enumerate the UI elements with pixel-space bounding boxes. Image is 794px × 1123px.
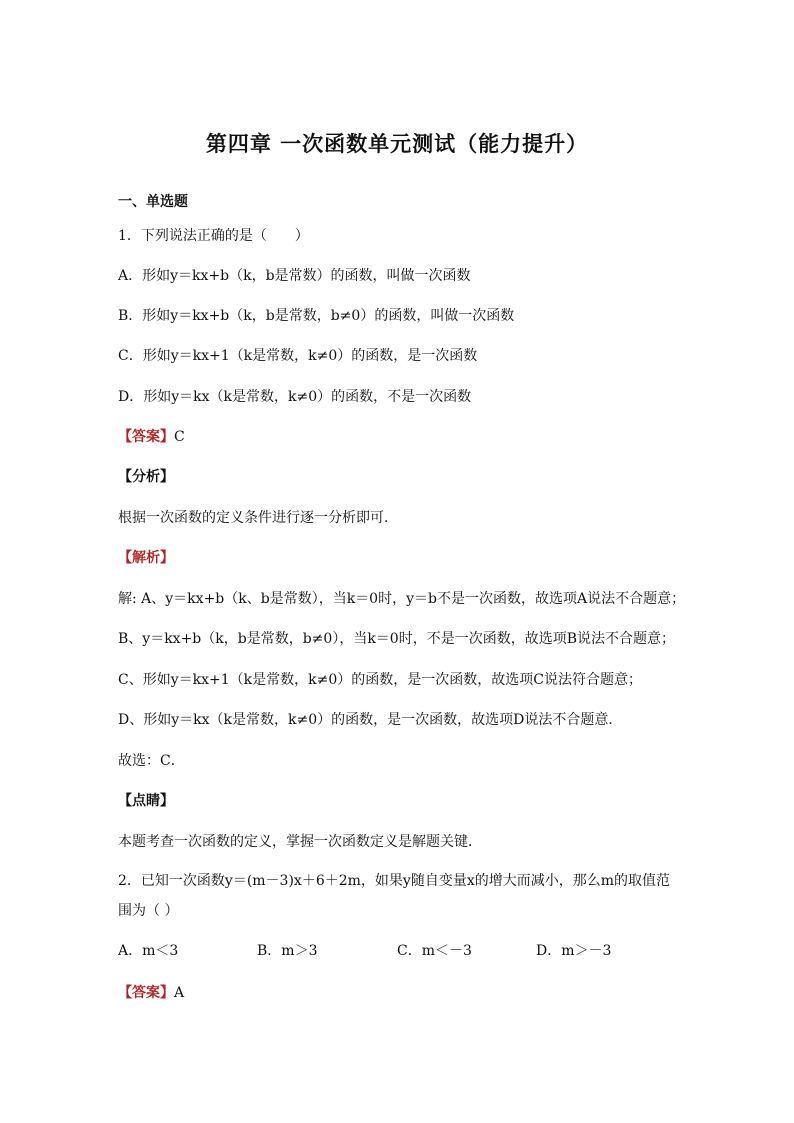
q1-answer <box>118 427 185 447</box>
q1-comment-tag: 【点睛】 <box>118 793 174 809</box>
q1-solution-line-3: C、形如y＝kx+1（k是常数，k≠0）的函数，是一次函数，故选项C说法符合题意； <box>118 672 642 688</box>
q2-option-c: C．m＜－3 <box>397 943 472 959</box>
q1-option-c: C．形如y＝kx+1（k是常数，k≠0）的函数，是一次函数 <box>118 348 478 364</box>
q1-solution-line-2: B、y＝kx+b（k，b是常数，b≠0），当k＝0时，不是一次函数，故选项B说法不合题意； <box>118 631 675 647</box>
q1-comment: 本题考查一次函数的定义，掌握一次函数定义是解题关键． <box>118 834 482 850</box>
q1-option-d: D．形如y＝kx（k是常数，k≠0）的函数，不是一次函数 <box>118 389 472 405</box>
answer-value: C <box>174 429 185 445</box>
q1-stem: 1．下列说法正确的是（ ） <box>118 228 309 244</box>
answer-value: A <box>174 985 185 1001</box>
answer-tag: 【答案】 <box>118 985 174 1001</box>
q2-option-b: B．m＞3 <box>257 943 318 959</box>
q2-answer <box>118 983 184 1003</box>
q2-option-d: D．m＞－3 <box>536 943 612 959</box>
q2-stem-line-1: 2．已知一次函数y＝(m－3)x＋6＋2m，如果y随自变量x的增大而减小，那么m的取值范 <box>118 873 670 889</box>
q1-choice: 故选：C． <box>118 753 185 769</box>
page-title: 第四章 一次函数单元测试（能力提升） <box>205 131 589 156</box>
section-heading: 一、单选题 <box>118 194 188 210</box>
q2-stem-line-2: 围为（ ） <box>118 903 179 919</box>
q1-option-a: A．形如y＝kx+b（k，b是常数）的函数，叫做一次函数 <box>118 268 471 284</box>
q1-analysis: 根据一次函数的定义条件进行逐一分析即可． <box>118 510 398 526</box>
q1-solution-line-4: D、形如y＝kx（k是常数，k≠0）的函数，是一次函数，故选项D说法不合题意． <box>118 712 623 728</box>
answer-tag: 【答案】 <box>118 429 174 445</box>
q1-option-b: B．形如y＝kx+b（k，b是常数，b≠0）的函数，叫做一次函数 <box>118 308 515 324</box>
q2-option-a: A．m＜3 <box>118 943 179 959</box>
q1-solution-line-1: 解: A、y＝kx+b（k、b是常数），当k＝0时，y＝b不是一次函数，故选项A说法不合题意； <box>118 591 686 607</box>
q1-analysis-tag: 【分析】 <box>118 469 174 485</box>
q1-solution-tag: 【解析】 <box>118 550 174 566</box>
